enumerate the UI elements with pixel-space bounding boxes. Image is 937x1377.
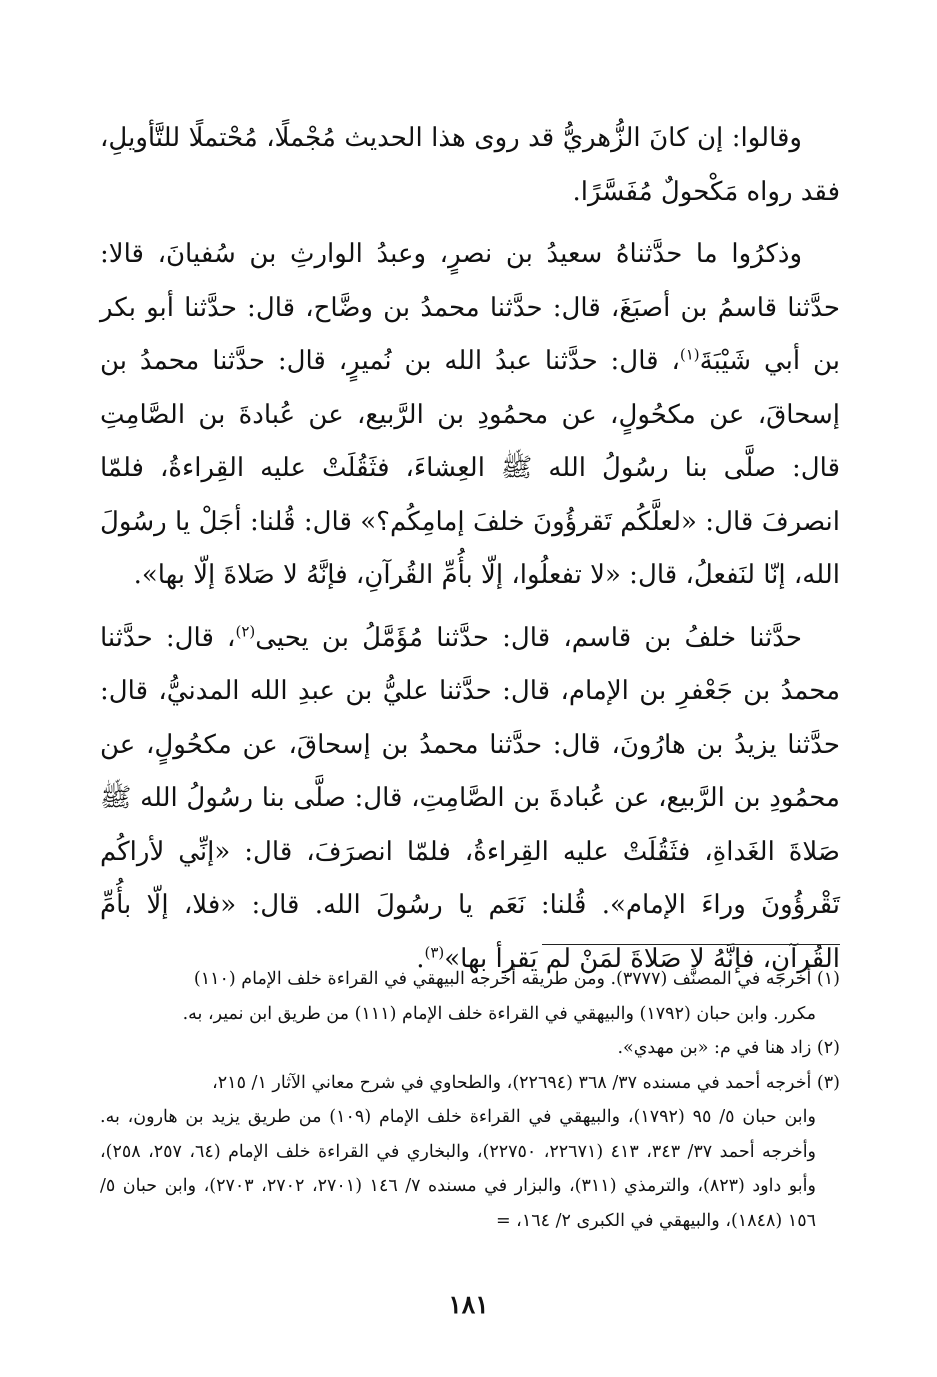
paragraph-1 [100,112,840,219]
footnote-2-line1: (٢) زاد هنا في م: «بن مهدي». [617,1038,840,1058]
footnote-ref-2[interactable]: (٢) [235,621,256,640]
paragraph-2-continuation: ، قال: حدَّثنا عبدُ الله بن نُميرٍ، قال: حدَّثنا محمدُ بن إسحاقَ، عن مكحُولٍ، عن محمُودِ بن الرَّبيع، عن عُبادةَ بن الصَّامِتِ قال: صلَّى بنا رسُولُ الله ﷺ العِشاءَ، فثَقُلَتْ عليه القِراءةُ، فلمّا انصرفَ قال: «لعلَّكُم تَقرؤُونَ خلفَ إمامِكُم؟» قال: قُلنا: أجَلْ يا رسُولَ الله، إنّا لنَفعلُ، قال: «لا تفعلُوا، إلّا بأُمِّ القُرآنِ، فإنَّهُ لا صَلاةَ إلّا بها». [100,346,840,590]
footnotes [100,962,840,1238]
paragraph-3-end: . [416,943,425,974]
footnote-separator [542,944,840,945]
paragraph-2-text: وذكرُوا ما حدَّثناهُ سعيدُ بن نصرٍ، وعبدُ الوارثِ بن سُفيانَ، قالا: حدَّثنا قاسمُ بن أصبَغَ، قال: حدَّثنا محمدُ بن وضَّاح، قال: حدَّثنا أبو بكر بن أبي شَيْبَةَ [100,239,841,376]
footnote-2 [100,1031,840,1066]
paragraph-3 [100,612,840,987]
footnote-ref-1[interactable]: (١) [679,345,700,364]
footnote-ref-3[interactable]: (٣) [424,942,445,961]
footnote-1-line1: (١) أخرجه في المصنَّف (٣٧٧٧). ومن طريقه أخرجه البيهقي في القراءة خلف الإمام (١١٠) [193,969,840,989]
paragraph-3-text: حدَّثنا خلفُ بن قاسم، قال: حدَّثنا مُؤَمَّلُ بن يحيى [255,622,802,653]
footnote-1-line2: مكرر. وابن حبان (١٧٩٢) والبيهقي في القراءة خلف الإمام (١١١) من طريق ابن نمير، به. [182,1003,816,1024]
footnote-3-line2: وابن حبان ٥/ ٩٥ (١٧٩٢)، والبيهقي في القراءة خلف الإمام (١٠٩) من طريق يزيد بن هارون، به. وأخرجه أحمد ٣٧/ ٣٤٣، ٤١٣ (٢٢٦٧١، ٢٢٧٥٠)، والبخاري في القراءة خلف الإمام (٦٤، ٢٥٧، ٢٥٨)، وأبو داود (٨٢٣)، والترمذي (٣١١)، والبزار في مسنده ٧/ ١٤٦ (٢٧٠١، ٢٧٠٢، ٢٧٠٣)، وابن حبان ٥/ ١٥٦ (١٨٤٨)، والبيهقي في الكبرى ٢/ ١٦٤، = [100,1107,817,1231]
paragraph-1-text: وقالوا: إن كانَ الزُّهريُّ قد روى هذا الحديث مُجْملًا، مُحْتملًا للتَّأويلِ، فقد رواه مَكْحولٌ مُفَسَّرًا. [100,123,840,207]
footnote-1 [100,962,840,1031]
page-number: ١٨١ [448,1290,489,1319]
paragraph-2 [100,228,840,603]
main-text [100,112,840,995]
paragraph-3-continuation: ، قال: حدَّثنا محمدُ بن جَعْفرِ بن الإمام، قال: حدَّثنا عليُّ بن عبدِ الله المدنيُّ، قال: حدَّثنا يزيدُ بن هارُونَ، قال: حدَّثنا محمدُ بن إسحاقَ، عن مكحُولٍ، عن محمُودِ بن الرَّبيع، عن عُبادةَ بن الصَّامِتِ، قال: صلَّى بنا رسُولُ الله ﷺ صَلاةَ الغَداةِ، فثَقُلَتْ عليه القِراءةُ، فلمّا انصرَفَ، قال: «إنِّي لأراكُم تَقْرؤُونَ وراءَ الإمام». قُلنا: نَعَم يا رسُولَ الله. قال: «فلا، إلّا بأُمِّ القُرآنِ، فإنَّهُ لا صَلاةَ لمَنْ لم يَقرأ بها» [100,622,840,974]
footnote-3-line1: (٣) أخرجه أحمد في مسنده ٣٧/ ٣٦٨ (٢٢٦٩٤)، والطحاوي في شرح معاني الآثار ١/ ٢١٥، [212,1072,840,1093]
footnote-3 [100,1066,840,1239]
